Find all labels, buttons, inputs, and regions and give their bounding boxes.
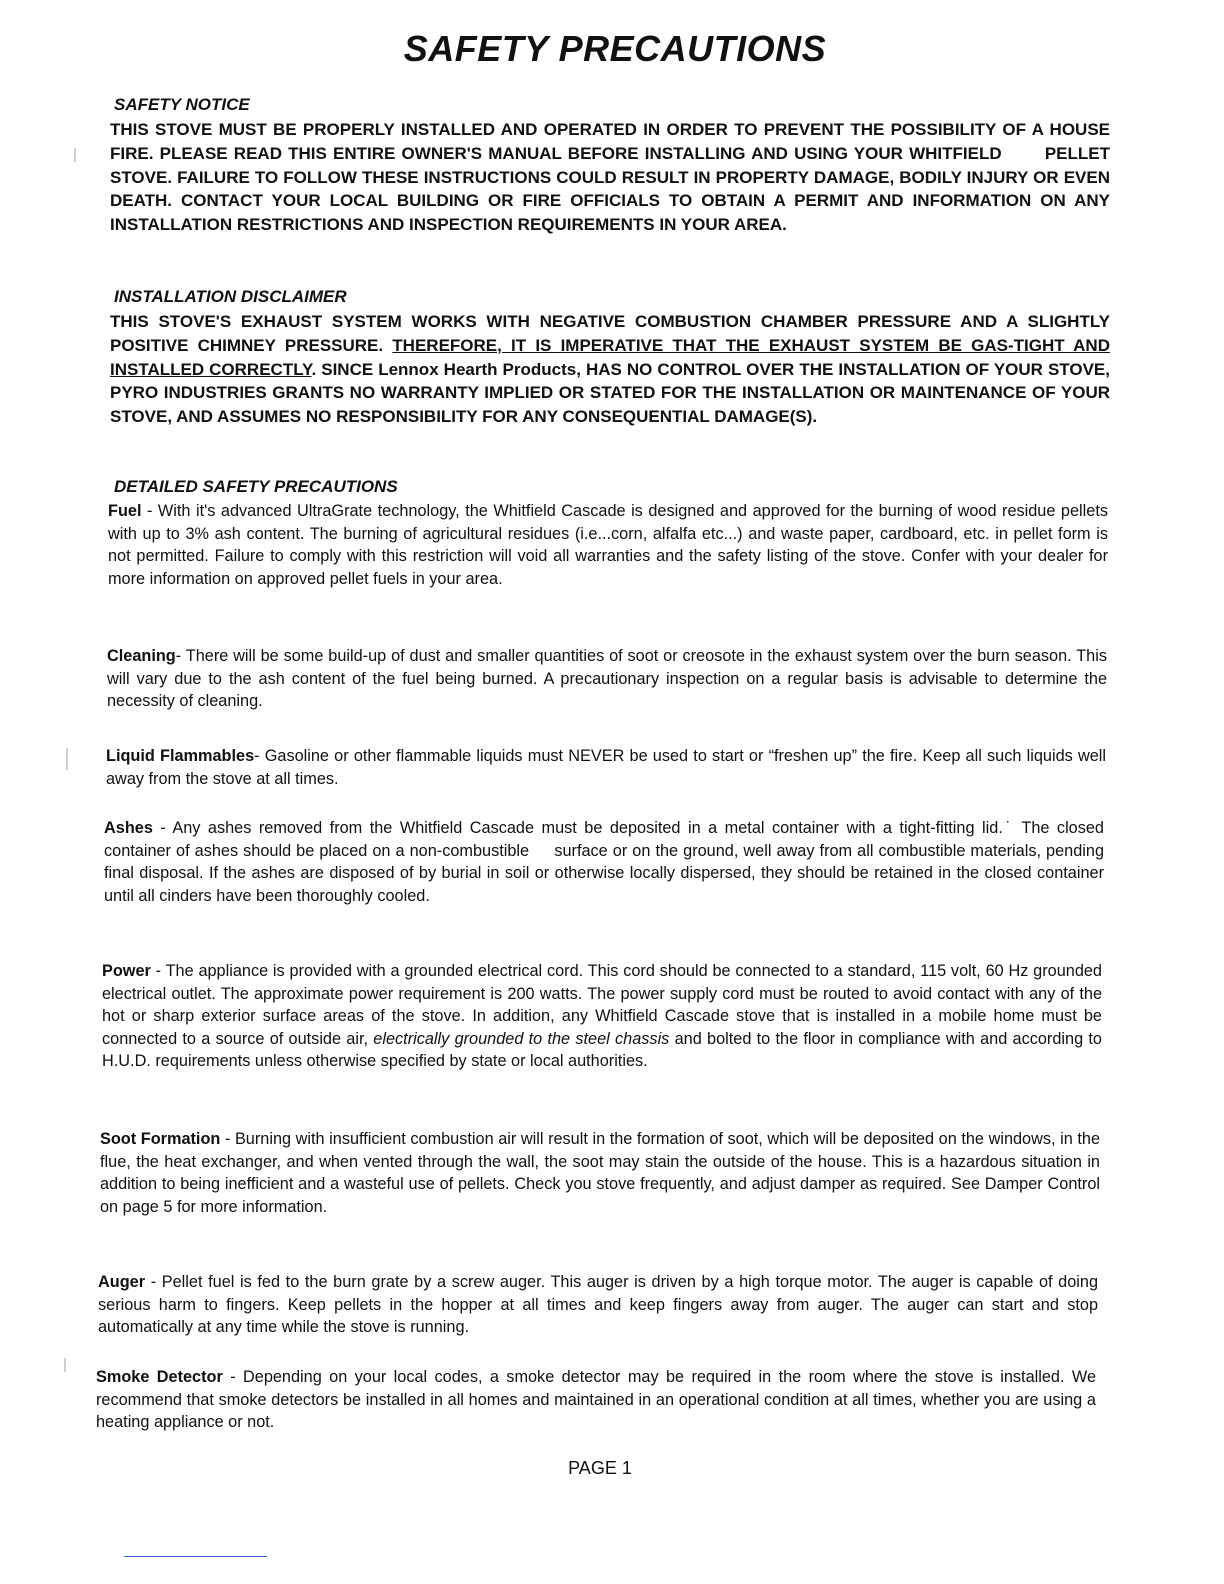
smoke-detector-text: - Depending on your local codes, a smoke detector may be required in the room where the stove is installed. We recommend that smoke detectors be installed in all homes and maintained in an operational condition at all times, whether you are using a heating appliance or not. [96,1368,1096,1432]
ashes-paragraph [104,817,1104,907]
disclaimer-text-underlined: THEREFORE, IT IS IMPERATIVE THAT THE EXHAUST SYSTEM BE GAS-TIGHT AND INSTALLED CORRECTLY [110,335,1110,379]
soot-formation-paragraph [100,1128,1100,1218]
page-number: PAGE 1 [568,1458,632,1478]
detailed-precautions-section [110,476,1110,500]
scan-mark [74,148,76,162]
smoke-detector-lead: Smoke Detector [96,1368,223,1386]
power-text-italic: electrically grounded to the steel chassis [373,1029,670,1048]
footer-rule [124,1556,267,1557]
smoke-detector-paragraph [96,1366,1096,1434]
power-text-before: - The appliance is provided with a grounded electrical cord. This cord should be connected to a standard, 115 volt, 60 Hz grounded electrical outlet. The approximate power requirement is 200 watts. The power supply cord must be routed to avoid contact with any of the hot or sharp exterior surface areas of the stove. In addition, any Whitfield Cascade stove that is installed in a mobile home must be connected to a source of outside air, [102,962,1102,1048]
disclaimer-text-after: . SINCE Lennox Hearth Products, HAS NO CONTROL OVER THE INSTALLATION OF YOUR STOVE, PYRO INDUSTRIES GRANTS NO WARRANTY IMPLIED OR STATED FOR THE INSTALLATION OR MAINTENANCE OF YOUR STOVE, AND ASSUMES NO RESPONSIBILITY FOR ANY CONSEQUENTIAL DAMAGE(S). [110,359,1110,427]
fuel-paragraph [108,500,1108,590]
installation-disclaimer-heading: INSTALLATION DISCLAIMER [114,287,347,306]
fuel-text: - With it's advanced UltraGrate technology, the Whitfield Cascade is designed and approved for the burning of wood residue pellets with up to 3% ash content. The burning of agricultural residues (i.e...corn, alfalfa etc...) and waste paper, cardboard, etc. in pellet form is not permitted. Failure to comply with this restriction will void all warranties and the safety listing of the stove. Confer with your dealer for more information on approved pellet fuels in your area. [108,502,1108,588]
liquid-flammables-text: - Gasoline or other flammable liquids must NEVER be used to start or “freshen up” the fire. Keep all such liquids well away from the stove at all times. [106,747,1106,788]
ashes-lead: Ashes [104,819,153,837]
installation-disclaimer-text [110,310,1110,429]
cleaning-paragraph [107,645,1107,713]
auger-text: - Pellet fuel is fed to the burn grate by a screw auger. This auger is driven by a high torque motor. The auger is capable of doing serious harm to fingers. Keep pellets in the hopper at all times and keep fingers away from auger. The auger can start and stop automatically at any time while the stove is running. [98,1273,1098,1337]
auger-lead: Auger [98,1273,146,1291]
scan-mark [66,748,68,770]
power-text-after: and bolted to the floor in compliance with and according to H.U.D. requirements unless otherwise specified by state or local authorities. [102,1029,1102,1071]
disclaimer-text-before: THIS STOVE'S EXHAUST SYSTEM WORKS WITH NEGATIVE COMBUSTION CHAMBER PRESSURE AND A SLIGHTLY POSITIVE CHIMNEY PRESSURE. [110,312,1110,355]
page-title: SAFETY PRECAUTIONS [403,28,827,69]
safety-notice-text: THIS STOVE MUST BE PROPERLY INSTALLED AND OPERATED IN ORDER TO PREVENT THE POSSIBILITY OF A HOUSE FIRE. PLEASE READ THIS ENTIRE OWNER'S MANUAL BEFORE INSTALLING AND USING YOUR WHITFIELD PELLET STOVE. FAILURE TO FOLLOW THESE INSTRUCTIONS COULD RESULT IN PROPERTY DAMAGE, BODILY INJURY OR EVEN DEATH. CONTACT YOUR LOCAL BUILDING OR FIRE OFFICIALS TO OBTAIN A PERMIT AND INFORMATION ON ANY INSTALLATION RESTRICTIONS AND INSPECTION REQUIREMENTS IN YOUR AREA. [110,120,1110,235]
installation-disclaimer-section [110,286,1110,429]
safety-notice-heading: SAFETY NOTICE [114,95,250,114]
power-paragraph [102,960,1102,1073]
safety-notice-section [110,94,1110,237]
soot-formation-text: - Burning with insufficient combustion air will result in the formation of soot, which will be deposited on the windows, in the flue, the heat exchanger, and when vented through the wall, the soot may stain the outside of the house. This is a hazardous situation in addition to being inefficient and a wasteful use of pellets. Check you stove frequently, and adjust damper as required. See Damper Control on page 5 for more information. [100,1130,1100,1216]
fuel-lead: Fuel [108,502,142,520]
soot-formation-lead: Soot Formation [100,1130,221,1148]
detailed-precautions-heading: DETAILED SAFETY PRECAUTIONS [114,477,398,496]
auger-paragraph [98,1271,1098,1339]
ashes-text: - Any ashes removed from the Whitfield Cascade must be deposited in a metal container with a tight-fitting lid.˙ The closed container of ashes should be placed on a non-combustible surface or on the ground, well away from all combustible materials, pending final disposal. If the ashes are disposed of by burial in soil or otherwise locally dispersed, they should be retained in the closed container until all cinders have been thoroughly cooled. [104,819,1104,905]
scan-mark [64,1358,66,1372]
liquid-flammables-paragraph [106,745,1106,790]
power-lead: Power [102,962,151,980]
cleaning-lead: Cleaning [107,647,176,665]
liquid-flammables-lead: Liquid Flammables [106,747,255,765]
cleaning-text: - There will be some build-up of dust and smaller quantities of soot or creosote in the exhaust system over the burn season. This will vary due to the ash content of the fuel being burned. A precautionary inspection on a regular basis is advisable to determine the necessity of cleaning. [107,647,1107,711]
